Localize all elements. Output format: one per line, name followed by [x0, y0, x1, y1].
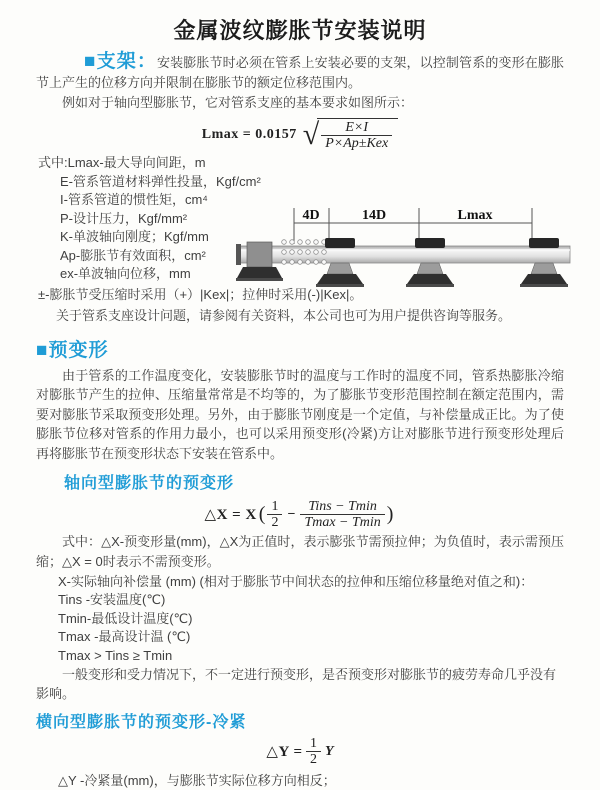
- one-half-fraction: [306, 736, 321, 767]
- guide-spacing-formula: [36, 118, 564, 151]
- fraction-numerator: Tins − Tmin: [300, 499, 384, 515]
- support-section-label: ■支架：: [84, 51, 158, 72]
- predeform-paragraph: 由于管系的工作温度变化，安装膨胀节时的温度与工作时的温度不同，管系热膨胀冷缩对膨胀节产生的拉伸、压缩量常常是不均等的，为了膨胀节变形范围控制在额定范围内，需要对膨胀节采取预变形处理。另外，由于膨胀节刚度是一个定值，与补偿量成正比。为了使膨胀节位移对管系的作用力最小，也可以采用预变形(冷紧)方让对膨胀节进行预变形处理后再将膨胀节在预变形状态下安装在管系中。: [36, 367, 564, 461]
- lateral-note: △Y -冷紧量(mm)，与膨胀节实际位移方向相反；: [58, 773, 336, 788]
- formula-lhs: △X = X: [204, 507, 257, 523]
- dim-label-14d: 14D: [361, 208, 387, 223]
- fraction: [321, 120, 392, 151]
- lateral-subheading: 横向型膨胀节的预变形-冷紧: [36, 714, 247, 731]
- temperature-line: Tins -安装温度(℃): [58, 592, 166, 607]
- formula-lhs: Lmax = 0.0157: [201, 126, 297, 142]
- page-title: 金属波纹膨胀节安装说明: [173, 18, 427, 43]
- definition-line: I-管系管道的惯性矩，cm⁴: [60, 192, 208, 207]
- formula-lhs: △Y =: [266, 744, 303, 760]
- support-intro-paragraph: [36, 52, 564, 93]
- fraction-denominator: 2: [310, 752, 318, 767]
- definition-line: 式中:Lmax-最大导向间距，m: [38, 155, 206, 170]
- definition-line: E-管系管道材料弹性投量，Kgf/cm²: [60, 173, 261, 189]
- axial-explain-paragraph: 式中：△X-预变形量(mm)，△X为正值时，表示膨张节需预拉伸；为负值时，表示需预压缩；△X = 0时表示不需预变形。: [36, 534, 564, 569]
- predeform-section-heading: ■预变形: [36, 339, 109, 361]
- fraction-denominator: 2: [271, 515, 279, 530]
- open-paren: (: [258, 503, 266, 525]
- plus-minus-note: ±-膨胀节受压缩时采用（+）|Kex|；拉伸时采用(-)|Kex|。: [38, 286, 363, 302]
- x-definition-line: X-实际轴向补偿量 (mm) (相对于膨胀节中间状态的拉伸和压缩位移量绝对值之和)：: [58, 574, 534, 589]
- one-half-fraction: [267, 499, 282, 530]
- service-note: 关于管系支座设计问题，请参阅有关资料，本公司也可为用户提供咨询等服务。: [56, 307, 512, 323]
- minus-operator: −: [287, 506, 296, 522]
- sqrt-sign: √: [302, 117, 320, 151]
- fraction-denominator: P×Ap±Kex: [325, 136, 389, 151]
- temperature-inequality: Tmax > Tins ≥ Tmin: [58, 647, 173, 663]
- definition-line: K-单波轴向刚度；Kgf/mm: [60, 229, 209, 244]
- dim-label-4d: 4D: [302, 208, 320, 223]
- temperature-fraction: [300, 499, 384, 530]
- support-example-text: 例如对于轴向型膨胀节，它对管系支座的基本要求如图所示：: [62, 95, 414, 110]
- pipe-support-diagram: [236, 202, 584, 304]
- sqrt-body: [317, 118, 398, 151]
- axial-note: 一般变形和受力情况下，不一定进行预变形，是否预变形对膨胀节的疲劳寿命几乎没有影响。: [36, 667, 557, 701]
- temperature-line: Tmax -最高设计温 (℃): [58, 629, 191, 644]
- definition-line: ex-单波轴向位移，mm: [60, 266, 191, 281]
- temperature-line: Tmin-最低设计温度(℃): [58, 610, 193, 626]
- fraction-denominator: Tmax − Tmin: [304, 515, 381, 530]
- lateral-predeform-formula: [36, 736, 564, 767]
- document-page: [0, 14, 600, 790]
- close-paren: ): [386, 503, 394, 525]
- definition-line: Ap-膨胀节有效面积，cm²: [60, 247, 206, 263]
- fraction-numerator: 1: [306, 736, 321, 752]
- dim-label-lmax: Lmax: [457, 208, 493, 223]
- axial-predeform-formula: [36, 499, 564, 530]
- axial-subheading: 轴向型膨胀节的预变形: [64, 475, 235, 492]
- definition-line: P-设计压力，Kgf/mm²: [60, 210, 188, 226]
- fraction-numerator: 1: [267, 499, 282, 515]
- support-intro-text: 安装膨胀节时必须在管系上安装必要的支架，以控制管系的变形在膨胀节上产生的位移方向并限制在膨胀节的额定位移范围内。: [36, 55, 564, 90]
- formula-rhs: Y: [325, 743, 334, 759]
- fraction-numerator: E×I: [321, 120, 392, 136]
